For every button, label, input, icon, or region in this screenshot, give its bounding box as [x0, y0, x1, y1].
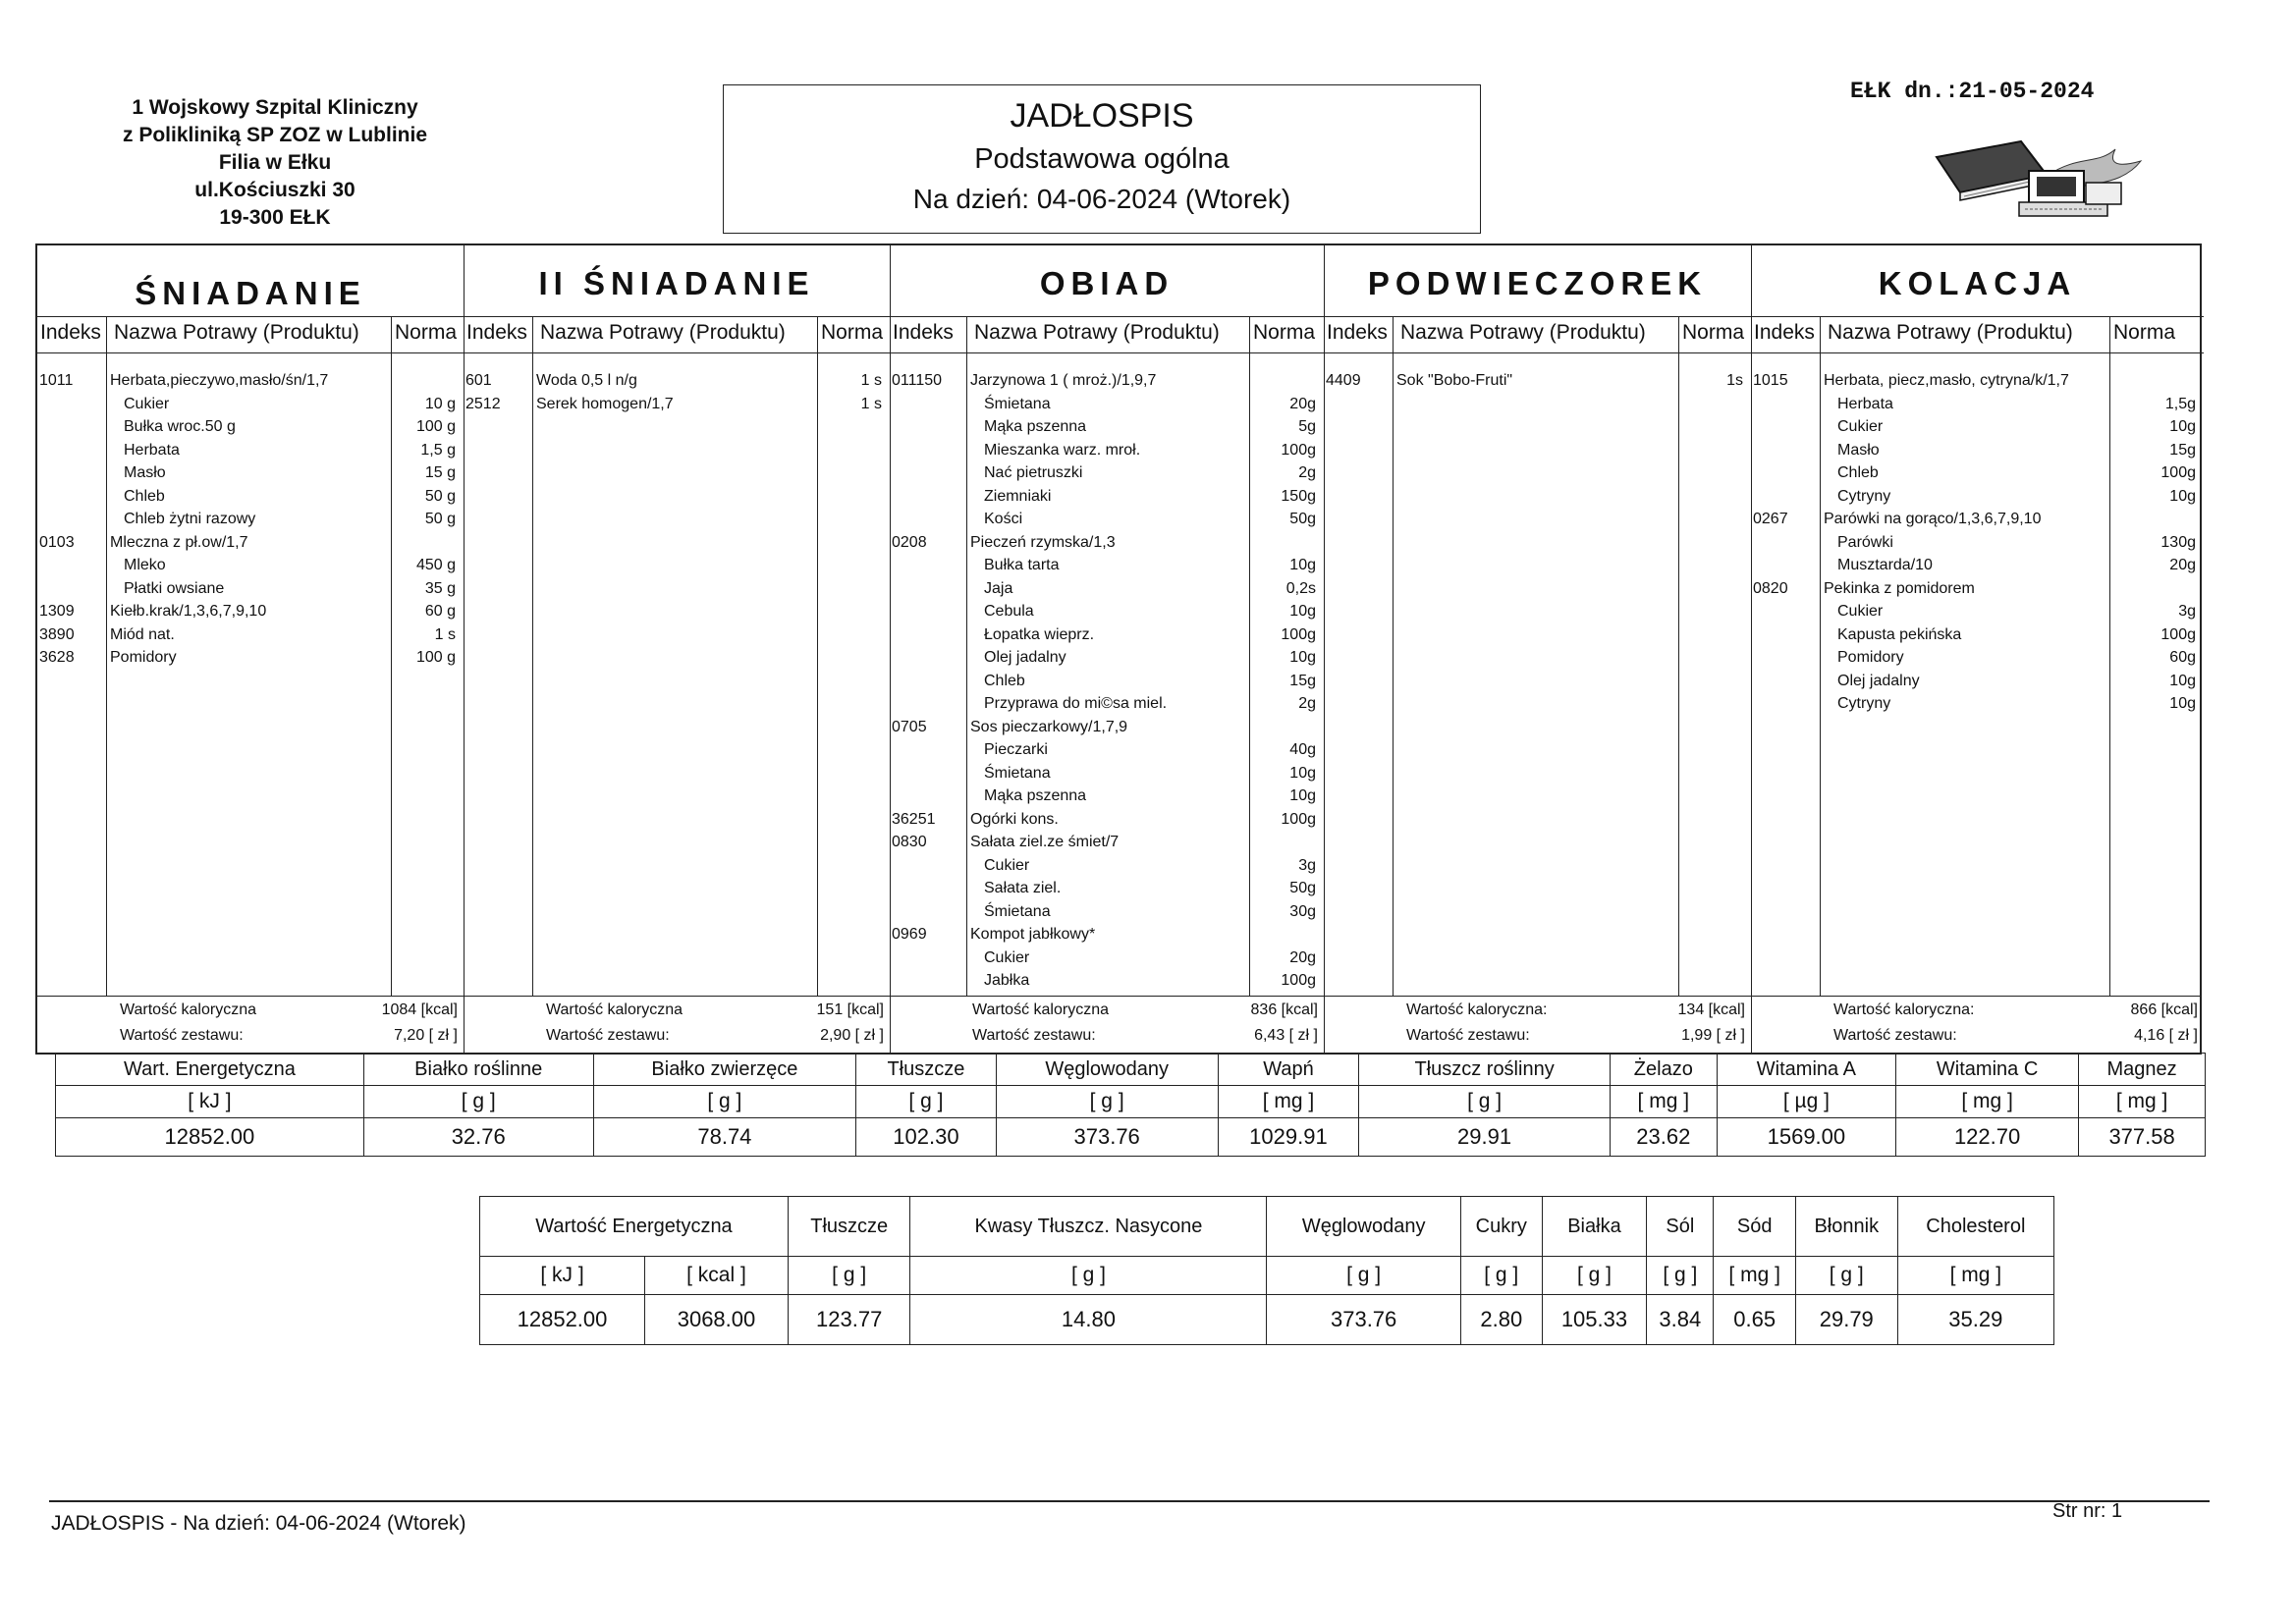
nutrient-unit: [ g ] — [1267, 1257, 1460, 1295]
nutrient-value: 3.84 — [1647, 1295, 1714, 1345]
row-index: 0830 — [892, 834, 927, 850]
row-norm: 0,2s — [1285, 579, 1316, 597]
row-name: Mleko — [124, 557, 166, 573]
nutrient-header: Białka — [1542, 1197, 1646, 1257]
nutrient-value: 78.74 — [593, 1118, 856, 1157]
kcal-label: Wartość kaloryczna — [972, 1001, 1109, 1018]
row-index: 0820 — [1753, 579, 1788, 597]
nutrient-header: Tłuszcz roślinny — [1359, 1054, 1611, 1086]
nutrient-header: Błonnik — [1795, 1197, 1897, 1257]
meal-title: KOLACJA — [1878, 265, 2077, 301]
row-name: Cukier — [1837, 418, 1884, 435]
row-index: 2512 — [465, 395, 501, 412]
row-norm: 10g — [2169, 695, 2196, 712]
nutrition-table-main — [55, 1053, 2206, 1157]
row-name: Parówki — [1837, 533, 1893, 551]
row-name: Płatki owsiane — [124, 579, 225, 597]
nutrient-unit: [ mg ] — [1218, 1086, 1359, 1118]
row-index: 0705 — [892, 718, 927, 735]
page-title: JADŁOSPIS — [1010, 97, 1194, 135]
row-norm: 60 g — [424, 603, 456, 620]
meal-column — [890, 245, 1324, 1053]
kcal-label: Wartość kaloryczna — [120, 1001, 256, 1018]
kcal-value: 866 [kcal] — [2130, 1001, 2198, 1018]
row-norm: 10g — [2169, 487, 2196, 505]
row-name: Jabłka — [984, 972, 1030, 989]
column-headers — [464, 316, 890, 353]
row-index: 3890 — [39, 625, 75, 643]
row-name: Śmietana — [984, 764, 1051, 782]
row-norm: 20g — [1289, 948, 1316, 966]
row-norm: 1 s — [860, 395, 882, 412]
meal-title: II ŚNIADANIE — [538, 265, 815, 301]
row-norm: 10g — [1289, 764, 1316, 782]
row-name: Woda 0,5 l n/g — [536, 372, 637, 389]
norm-header: Norma — [1253, 321, 1316, 344]
column-headers — [1324, 316, 1751, 353]
row-name: Masło — [124, 464, 166, 481]
row-name: Łopatka wieprz. — [984, 625, 1095, 643]
page-number: Str nr: 1 — [2052, 1500, 2123, 1522]
nutrient-unit: [ g ] — [1647, 1257, 1714, 1295]
row-norm: 30g — [1289, 902, 1316, 920]
column-divider — [966, 316, 967, 996]
row-norm: 20g — [1289, 395, 1316, 412]
row-norm: 10 g — [424, 395, 456, 412]
meal-separator — [890, 245, 891, 1053]
row-norm: 1 s — [434, 625, 456, 643]
hospital-line: 19-300 EŁK — [219, 206, 331, 229]
nutrient-unit: [ g ] — [1542, 1257, 1646, 1295]
row-name: Sałata ziel. — [984, 880, 1062, 896]
row-norm: 100g — [1281, 972, 1316, 989]
nutrient-header: Wapń — [1218, 1054, 1359, 1086]
nutrient-header: Białko roślinne — [363, 1054, 593, 1086]
row-index: 3628 — [39, 649, 75, 666]
meal-column — [1324, 245, 1751, 1053]
row-name: Cukier — [124, 395, 170, 412]
row-name: Pekinka z pomidorem — [1824, 579, 1975, 597]
nutrition-table-label — [479, 1196, 2054, 1345]
kcal-value: 134 [kcal] — [1677, 1001, 1745, 1018]
row-norm: 10g — [1289, 649, 1316, 666]
column-divider — [391, 316, 392, 996]
nutrient-header: Węglowodany — [996, 1054, 1218, 1086]
hospital-line: ul.Kościuszki 30 — [194, 179, 355, 201]
row-norm: 100g — [1281, 625, 1316, 643]
row-norm: 100g — [1281, 810, 1316, 828]
row-norm: 100 g — [415, 649, 456, 666]
meal-column — [464, 245, 890, 1053]
row-name: Pieczarki — [984, 741, 1048, 758]
row-name: Nać pietruszki — [984, 464, 1083, 481]
row-norm: 15g — [2169, 441, 2196, 459]
row-norm: 100g — [1281, 441, 1316, 459]
row-name: Miód nat. — [110, 625, 175, 643]
row-name: Mieszanka warz. mroł. — [984, 441, 1141, 459]
nutrient-header: Cukry — [1460, 1197, 1542, 1257]
nutrient-header: Tłuszcze — [788, 1197, 910, 1257]
nutrient-value: 1029.91 — [1218, 1118, 1359, 1157]
row-norm: 60g — [2169, 649, 2196, 666]
kcal-label: Wartość kaloryczna — [546, 1001, 683, 1018]
nutrient-value: 14.80 — [910, 1295, 1267, 1345]
row-name: Kompot jabłkowy* — [970, 926, 1096, 943]
row-name: Cukier — [1837, 603, 1884, 620]
row-name: Cytryny — [1837, 695, 1891, 712]
meals-table — [35, 243, 2202, 1055]
row-name: Chleb — [124, 487, 165, 505]
row-norm: 2g — [1298, 464, 1316, 481]
nutrient-unit: [ mg ] — [1714, 1257, 1795, 1295]
meal-separator — [464, 245, 465, 1053]
row-index: 4409 — [1326, 372, 1361, 389]
cost-value: 6,43 [ zł ] — [1254, 1027, 1318, 1044]
nutrient-value: 2.80 — [1460, 1295, 1542, 1345]
column-divider — [106, 316, 107, 996]
document-date: EŁK dn.:21-05-2024 — [1850, 79, 2095, 104]
meal-column — [1751, 245, 2204, 1053]
row-norm: 50g — [1289, 511, 1316, 527]
column-divider — [1820, 316, 1821, 996]
meal-title: PODWIECZOREK — [1367, 265, 1708, 301]
row-name: Bułka wroc.50 g — [124, 418, 236, 435]
nutrient-header: Magnez — [2079, 1054, 2206, 1086]
nutrient-value: 377.58 — [2079, 1118, 2206, 1157]
row-index: 36251 — [892, 810, 936, 828]
row-norm: 450 g — [415, 557, 456, 573]
row-index: 011150 — [892, 372, 943, 389]
row-norm: 100g — [2160, 625, 2196, 643]
row-norm: 100 g — [415, 418, 456, 435]
nutrient-unit: [ kJ ] — [56, 1086, 364, 1118]
row-name: Bułka tarta — [984, 557, 1060, 573]
row-name: Kiełb.krak/1,3,6,7,9,10 — [110, 603, 267, 620]
row-name: Mąka pszenna — [984, 418, 1087, 435]
row-name: Kości — [984, 511, 1023, 527]
row-name: Chleb — [1837, 464, 1879, 481]
name-header: Nazwa Potrawy (Produktu) — [114, 321, 359, 344]
nutrient-value: 102.30 — [856, 1118, 997, 1157]
nutrient-unit: [ mg ] — [1896, 1086, 2079, 1118]
row-index: 0208 — [892, 533, 927, 551]
row-index: 601 — [465, 372, 492, 389]
nutrient-value: 12852.00 — [480, 1295, 645, 1345]
nutrient-header: Wartość Energetyczna — [480, 1197, 789, 1257]
row-norm: 130g — [2160, 533, 2196, 551]
row-norm: 1,5g — [2164, 395, 2196, 412]
nutrient-header: Wart. Energetyczna — [56, 1054, 364, 1086]
hospital-line: Filia w Ełku — [218, 151, 332, 174]
row-name: Parówki na gorąco/1,3,6,7,9,10 — [1824, 511, 2042, 527]
row-norm: 1,5 g — [420, 441, 456, 459]
row-norm: 35 g — [424, 579, 456, 597]
nutrient-unit: [ g ] — [996, 1086, 1218, 1118]
row-index: 1015 — [1753, 372, 1788, 389]
row-norm: 15g — [1289, 672, 1316, 689]
row-norm: 3g — [1298, 856, 1316, 874]
name-header: Nazwa Potrawy (Produktu) — [1400, 321, 1646, 344]
index-header: Indeks — [893, 321, 954, 344]
row-name: Pomidory — [1837, 649, 1904, 666]
row-name: Cebula — [984, 603, 1034, 620]
row-norm: 40g — [1289, 741, 1316, 758]
index-header: Indeks — [1327, 321, 1388, 344]
footer-text: JADŁOSPIS - Na dzień: 04-06-2024 (Wtorek) — [51, 1512, 466, 1535]
column-headers — [37, 316, 464, 353]
row-index: 0267 — [1753, 511, 1788, 527]
row-norm: 10g — [2169, 418, 2196, 435]
diet-name: Podstawowa ogólna — [974, 143, 1230, 175]
row-name: Śmietana — [984, 395, 1051, 412]
nutrient-value: 123.77 — [788, 1295, 910, 1345]
row-name: Serek homogen/1,7 — [536, 395, 674, 412]
nutrient-value: 29.91 — [1359, 1118, 1611, 1157]
kcal-value: 151 [kcal] — [816, 1001, 884, 1018]
row-name: Mleczna z pł.ow/1,7 — [110, 533, 248, 551]
cost-label: Wartość zestawu: — [972, 1027, 1096, 1044]
row-name: Cukier — [984, 856, 1030, 874]
kcal-value: 1084 [kcal] — [381, 1001, 458, 1018]
nutrient-value: 373.76 — [996, 1118, 1218, 1157]
row-norm: 1 s — [860, 372, 882, 389]
row-name: Cytryny — [1837, 487, 1891, 505]
row-name: Jaja — [984, 579, 1013, 597]
row-norm: 10g — [1289, 557, 1316, 573]
row-norm: 10g — [1289, 787, 1316, 804]
row-index: 0103 — [39, 533, 75, 551]
nutrient-header: Żelazo — [1610, 1054, 1717, 1086]
title-box — [723, 84, 1481, 234]
nutrient-unit: [ g ] — [593, 1086, 856, 1118]
column-headers — [890, 316, 1324, 353]
row-name: Musztarda/10 — [1837, 557, 1933, 573]
row-name: Cukier — [984, 948, 1030, 966]
nutrient-unit: [ kcal ] — [645, 1257, 789, 1295]
meal-separator — [1751, 245, 1752, 1053]
norm-header: Norma — [1682, 321, 1745, 344]
nutrient-unit: [ mg ] — [1610, 1086, 1717, 1118]
row-norm: 10g — [1289, 603, 1316, 620]
row-name: Sos pieczarkowy/1,7,9 — [970, 718, 1128, 735]
nutrient-value: 3068.00 — [645, 1295, 789, 1345]
kcal-value: 836 [kcal] — [1250, 1001, 1318, 1018]
cost-value: 4,16 [ zł ] — [2134, 1027, 2198, 1044]
cost-label: Wartość zestawu: — [546, 1027, 670, 1044]
norm-header: Norma — [821, 321, 884, 344]
computer-book-clipart-icon — [1931, 135, 2157, 224]
row-name: Chleb żytni razowy — [124, 511, 256, 527]
name-header: Nazwa Potrawy (Produktu) — [1828, 321, 2073, 344]
row-norm: 2g — [1298, 695, 1316, 712]
row-name: Mąka pszenna — [984, 787, 1087, 804]
nutrient-unit: [ kJ ] — [480, 1257, 645, 1295]
index-header: Indeks — [40, 321, 101, 344]
row-norm: 50g — [1289, 880, 1316, 896]
nutrient-header: Sól — [1647, 1197, 1714, 1257]
nutrient-unit: [ g ] — [910, 1257, 1267, 1295]
nutrient-unit: [ mg ] — [2079, 1086, 2206, 1118]
row-name: Herbata,pieczywo,masło/śn/1,7 — [110, 372, 329, 389]
nutrient-header: Witamina A — [1717, 1054, 1895, 1086]
column-divider — [532, 316, 533, 996]
nutrient-header: Sód — [1714, 1197, 1795, 1257]
meal-separator — [1324, 245, 1325, 1053]
nutrient-header: Kwasy Tłuszcz. Nasycone — [910, 1197, 1267, 1257]
menu-date: Na dzień: 04-06-2024 (Wtorek) — [912, 184, 1291, 214]
cost-value: 7,20 [ zł ] — [394, 1027, 458, 1044]
cost-label: Wartość zestawu: — [120, 1027, 244, 1044]
row-norm: 100g — [2160, 464, 2196, 481]
row-name: Herbata — [124, 441, 180, 459]
column-divider — [817, 316, 818, 996]
row-name: Śmietana — [984, 902, 1051, 920]
row-name: Kapusta pekińska — [1837, 625, 1962, 643]
norm-header: Norma — [395, 321, 458, 344]
row-name: Olej jadalny — [984, 649, 1066, 666]
index-header: Indeks — [1754, 321, 1815, 344]
index-header: Indeks — [466, 321, 527, 344]
row-norm: 20g — [2169, 557, 2196, 573]
nutrient-value: 29.79 — [1795, 1295, 1897, 1345]
row-norm: 3g — [2178, 603, 2196, 620]
row-name: Ogórki kons. — [970, 810, 1059, 828]
kcal-label: Wartość kaloryczna: — [1406, 1001, 1548, 1018]
row-name: Pomidory — [110, 649, 177, 666]
nutrient-value: 1569.00 — [1717, 1118, 1895, 1157]
cost-value: 1,99 [ zł ] — [1681, 1027, 1745, 1044]
nutrient-value: 105.33 — [1542, 1295, 1646, 1345]
row-name: Sok "Bobo-Fruti" — [1396, 372, 1513, 389]
cost-label: Wartość zestawu: — [1406, 1027, 1530, 1044]
nutrient-value: 32.76 — [363, 1118, 593, 1157]
row-index: 1011 — [39, 372, 74, 389]
row-norm: 50 g — [424, 487, 456, 505]
row-name: Herbata, piecz,masło, cytryna/k/1,7 — [1824, 372, 2069, 389]
row-name: Masło — [1837, 441, 1880, 459]
nutrient-value: 373.76 — [1267, 1295, 1460, 1345]
row-norm: 150g — [1281, 487, 1316, 505]
row-norm: 10g — [2169, 672, 2196, 689]
nutrient-unit: [ g ] — [1460, 1257, 1542, 1295]
nutrient-header: Tłuszcze — [856, 1054, 997, 1086]
row-index: 0969 — [892, 926, 927, 943]
row-norm: 1s — [1726, 372, 1743, 389]
row-name: Olej jadalny — [1837, 672, 1920, 689]
cost-label: Wartość zestawu: — [1833, 1027, 1957, 1044]
column-divider — [1678, 316, 1679, 996]
nutrient-unit: [ µg ] — [1717, 1086, 1895, 1118]
cost-value: 2,90 [ zł ] — [820, 1027, 884, 1044]
row-name: Jarzynowa 1 ( mroż.)/1,9,7 — [970, 372, 1157, 389]
nutrient-value: 12852.00 — [56, 1118, 364, 1157]
row-name: Sałata ziel.ze śmiet/7 — [970, 834, 1120, 850]
nutrient-value: 35.29 — [1897, 1295, 2053, 1345]
meal-column — [37, 245, 464, 1053]
nutrient-unit: [ g ] — [363, 1086, 593, 1118]
nutrient-unit: [ g ] — [856, 1086, 997, 1118]
nutrient-value: 122.70 — [1896, 1118, 2079, 1157]
row-name: Chleb — [984, 672, 1025, 689]
row-norm: 5g — [1298, 418, 1316, 435]
nutrient-unit: [ mg ] — [1897, 1257, 2053, 1295]
column-divider — [2109, 316, 2110, 996]
nutrient-unit: [ g ] — [1359, 1086, 1611, 1118]
nutrient-header: Cholesterol — [1897, 1197, 2053, 1257]
hospital-line: z Polikliniką SP ZOZ w Lublinie — [123, 124, 427, 146]
hospital-address — [79, 94, 471, 232]
nutrient-unit: [ g ] — [788, 1257, 910, 1295]
column-divider — [1249, 316, 1250, 996]
hospital-line: 1 Wojskowy Szpital Kliniczny — [132, 96, 418, 119]
column-divider — [1393, 316, 1394, 996]
meal-title: OBIAD — [1039, 265, 1175, 301]
row-norm: 15 g — [424, 464, 456, 481]
nutrient-value: 23.62 — [1610, 1118, 1717, 1157]
name-header: Nazwa Potrawy (Produktu) — [540, 321, 786, 344]
row-name: Ziemniaki — [984, 487, 1052, 505]
nutrient-header: Białko zwierzęce — [593, 1054, 856, 1086]
row-name: Przyprawa do mi©sa miel. — [984, 695, 1168, 712]
meal-title: ŚNIADANIE — [135, 275, 366, 311]
row-norm: 50 g — [424, 511, 456, 527]
name-header: Nazwa Potrawy (Produktu) — [974, 321, 1220, 344]
row-name: Pieczeń rzymska/1,3 — [970, 533, 1116, 551]
norm-header: Norma — [2113, 321, 2176, 344]
nutrient-value: 0.65 — [1714, 1295, 1795, 1345]
nutrient-header: Węglowodany — [1267, 1197, 1460, 1257]
footer-divider — [49, 1500, 2210, 1502]
nutrient-unit: [ g ] — [1795, 1257, 1897, 1295]
kcal-label: Wartość kaloryczna: — [1833, 1001, 1975, 1018]
nutrient-header: Witamina C — [1896, 1054, 2079, 1086]
row-name: Herbata — [1837, 395, 1893, 412]
row-index: 1309 — [39, 603, 75, 620]
